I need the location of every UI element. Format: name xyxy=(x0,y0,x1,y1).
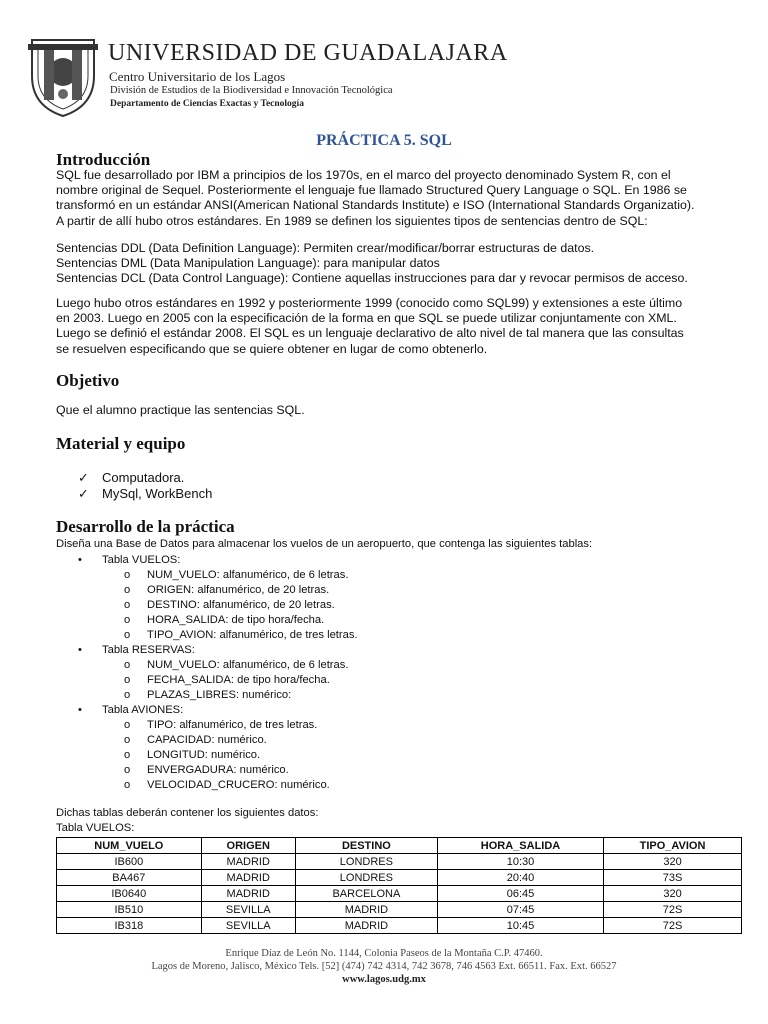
table-cell: 10:30 xyxy=(437,854,603,870)
list-item xyxy=(56,673,736,688)
table-name: Tabla RESERVAS: xyxy=(102,644,195,656)
table-cell: 72S xyxy=(604,918,742,934)
table-cell: 320 xyxy=(604,886,742,902)
list-item xyxy=(56,553,736,568)
table-definitions xyxy=(56,553,736,793)
intro-p2-line: Sentencias DML (Data Manipulation Language): para manipular datos xyxy=(56,256,440,271)
intro-p3-line: se resuelven especificando que se quiere obtener en lugar de como obtenerlo. xyxy=(56,341,488,356)
table-row xyxy=(57,886,742,902)
intro-p1-line: transformó en un estándar ANSI(American National Standards Institute) e ISO (International Standards Organizatio). xyxy=(56,198,695,213)
circle-bullet-icon: o xyxy=(124,764,131,776)
list-item xyxy=(56,658,736,673)
vuelos-data-table xyxy=(56,837,742,934)
table-cell: 320 xyxy=(604,854,742,870)
bullet-icon: • xyxy=(78,704,82,716)
table-cell: MADRID xyxy=(295,918,437,934)
field-definition: HORA_SALIDA: de tipo hora/fecha. xyxy=(147,614,325,626)
list-item xyxy=(78,470,212,486)
intro-paragraph-2 xyxy=(56,241,716,287)
list-item xyxy=(56,763,736,778)
list-item xyxy=(56,583,736,598)
footer-website-link[interactable]: www.lagos.udg.mx xyxy=(342,974,426,985)
data-intro: Dichas tablas deberán contener los siguientes datos: xyxy=(56,807,319,819)
table-header-row xyxy=(57,838,742,854)
circle-bullet-icon: o xyxy=(124,659,131,671)
footer-contact: Lagos de Moreno, Jalisco, México Tels. [52] (474) 742 4314, 742 3678, 746 4563 Ext. 66511. Fax. Ext. 66527 xyxy=(151,961,617,972)
table-cell: MADRID xyxy=(201,854,295,870)
field-definition: ORIGEN: alfanumérico, de 20 letras. xyxy=(147,584,330,596)
circle-bullet-icon: o xyxy=(124,674,131,686)
intro-p3-line: Luego hubo otros estándares en 1992 y posteriormente 1999 (conocido como SQL99) y extensiones a este último xyxy=(56,296,683,310)
bullet-icon: • xyxy=(78,644,82,656)
table-cell: BARCELONA xyxy=(295,886,437,902)
intro-p2-line: Sentencias DCL (Data Control Language): Contiene aquellas instrucciones para dar y revocar permisos de acceso. xyxy=(56,271,688,286)
table-name: Tabla AVIONES: xyxy=(102,704,184,716)
table-cell: 06:45 xyxy=(437,886,603,902)
field-definition: VELOCIDAD_CRUCERO: numérico. xyxy=(147,779,330,791)
intro-paragraph-1 xyxy=(56,168,716,229)
list-item xyxy=(56,598,736,613)
field-definition: TIPO: alfanumérico, de tres letras. xyxy=(147,719,318,731)
intro-p1-line: nombre original de Sequel. Posteriormente el lenguaje fue llamado Structured Query Language o SQL. En 1986 se xyxy=(56,183,687,198)
university-logo xyxy=(24,36,102,118)
division-name: División de Estudios de la Biodiversidad e Innovación Tecnológica xyxy=(110,85,393,96)
table-name: Tabla VUELOS: xyxy=(102,554,181,566)
circle-bullet-icon: o xyxy=(124,614,131,626)
circle-bullet-icon: o xyxy=(124,749,131,761)
list-item xyxy=(56,628,736,643)
list-item xyxy=(56,718,736,733)
list-item xyxy=(56,748,736,763)
field-definition: LONGITUD: numérico. xyxy=(147,749,261,761)
table-row xyxy=(57,870,742,886)
field-definition: CAPACIDAD: numérico. xyxy=(147,734,267,746)
table-cell: LONDRES xyxy=(295,854,437,870)
list-item xyxy=(56,568,736,583)
table-cell: 10:45 xyxy=(437,918,603,934)
intro-p2-line: Sentencias DDL (Data Definition Language): Permiten crear/modificar/borrar estructuras de datos. xyxy=(56,241,595,255)
column-header: TIPO_AVION xyxy=(604,838,742,854)
table-cell: SEVILLA xyxy=(201,902,295,918)
field-definition: ENVERGADURA: numérico. xyxy=(147,764,289,776)
field-definition: NUM_VUELO: alfanumérico, de 6 letras. xyxy=(147,659,349,671)
circle-bullet-icon: o xyxy=(124,584,131,596)
table-cell: 07:45 xyxy=(437,902,603,918)
table-cell: 73S xyxy=(604,870,742,886)
intro-p1-line: SQL fue desarrollado por IBM a principios de los 1970s, en el marco del proyecto denominado System R, con el xyxy=(56,168,671,182)
footer-address: Enrique Díaz de León No. 1144, Colonia Paseos de la Montaña C.P. 47460. xyxy=(225,948,543,959)
material-item: MySql, WorkBench xyxy=(102,485,213,501)
table-cell: IB600 xyxy=(57,854,202,870)
table-cell: LONDRES xyxy=(295,870,437,886)
field-definition: FECHA_SALIDA: de tipo hora/fecha. xyxy=(147,674,330,686)
field-definition: TIPO_AVION: alfanumérico, de tres letras. xyxy=(147,629,358,641)
table-cell: IB510 xyxy=(57,902,202,918)
objective-heading: Objetivo xyxy=(56,371,120,390)
column-header: NUM_VUELO xyxy=(57,838,202,854)
circle-bullet-icon: o xyxy=(124,629,131,641)
table-row xyxy=(57,918,742,934)
field-definition: DESTINO: alfanumérico, de 20 letras. xyxy=(147,599,335,611)
objective-text: Que el alumno practique las sentencias SQL. xyxy=(56,403,305,417)
list-item xyxy=(56,733,736,748)
table-cell: IB318 xyxy=(57,918,202,934)
circle-bullet-icon: o xyxy=(124,599,131,611)
checkmark-icon: ✓ xyxy=(78,485,89,501)
table-cell: MADRID xyxy=(201,886,295,902)
list-item xyxy=(56,688,736,703)
page-footer xyxy=(0,947,768,986)
development-heading: Desarrollo de la práctica xyxy=(56,517,235,536)
intro-p3-line: en 2003. Luego en 2005 con la especificación de la forma en que SQL se puede utilizar conjuntamente con XML. xyxy=(56,311,677,326)
department-name: Departamento de Ciencias Exactas y Tecnología xyxy=(110,99,304,109)
list-item xyxy=(56,778,736,793)
material-heading: Material y equipo xyxy=(56,434,186,453)
table-cell: IB0640 xyxy=(57,886,202,902)
table-cell: 20:40 xyxy=(437,870,603,886)
material-item: Computadora. xyxy=(102,470,185,485)
list-item xyxy=(56,643,736,658)
center-name: Centro Universitario de los Lagos xyxy=(109,69,286,84)
list-item xyxy=(56,703,736,718)
bullet-icon: • xyxy=(78,554,82,566)
table-cell: MADRID xyxy=(201,870,295,886)
intro-p1-line: A partir de allí hubo otros estándares. En 1989 se definen los siguientes tipos de sentencias dentro de SQL: xyxy=(56,213,648,228)
table-cell: MADRID xyxy=(295,902,437,918)
column-header: ORIGEN xyxy=(201,838,295,854)
field-definition: PLAZAS_LIBRES: numérico: xyxy=(147,689,292,701)
table-cell: SEVILLA xyxy=(201,918,295,934)
table-row xyxy=(57,854,742,870)
circle-bullet-icon: o xyxy=(124,734,131,746)
column-header: HORA_SALIDA xyxy=(437,838,603,854)
data-table-label: Tabla VUELOS: xyxy=(56,822,135,834)
material-list xyxy=(78,470,212,501)
checkmark-icon: ✓ xyxy=(78,470,89,485)
circle-bullet-icon: o xyxy=(124,569,131,581)
circle-bullet-icon: o xyxy=(124,779,131,791)
circle-bullet-icon: o xyxy=(124,719,131,731)
table-row xyxy=(57,902,742,918)
circle-bullet-icon: o xyxy=(124,689,131,701)
intro-p3-line: Luego se definió el estándar 2008. El SQL es un lenguaje declarativo de alto nivel de tal manera que las consultas xyxy=(56,326,684,341)
intro-heading: Introducción xyxy=(56,150,151,169)
intro-paragraph-3 xyxy=(56,296,716,357)
column-header: DESTINO xyxy=(295,838,437,854)
page-title: PRÁCTICA 5. SQL xyxy=(316,132,452,149)
university-name: UNIVERSIDAD DE GUADALAJARA xyxy=(108,40,508,66)
table-cell: BA467 xyxy=(57,870,202,886)
list-item xyxy=(56,613,736,628)
list-item xyxy=(78,486,212,502)
development-intro: Diseña una Base de Datos para almacenar los vuelos de un aeropuerto, que contenga las siguientes tablas: xyxy=(56,538,593,550)
table-cell: 72S xyxy=(604,902,742,918)
field-definition: NUM_VUELO: alfanumérico, de 6 letras. xyxy=(147,569,349,581)
